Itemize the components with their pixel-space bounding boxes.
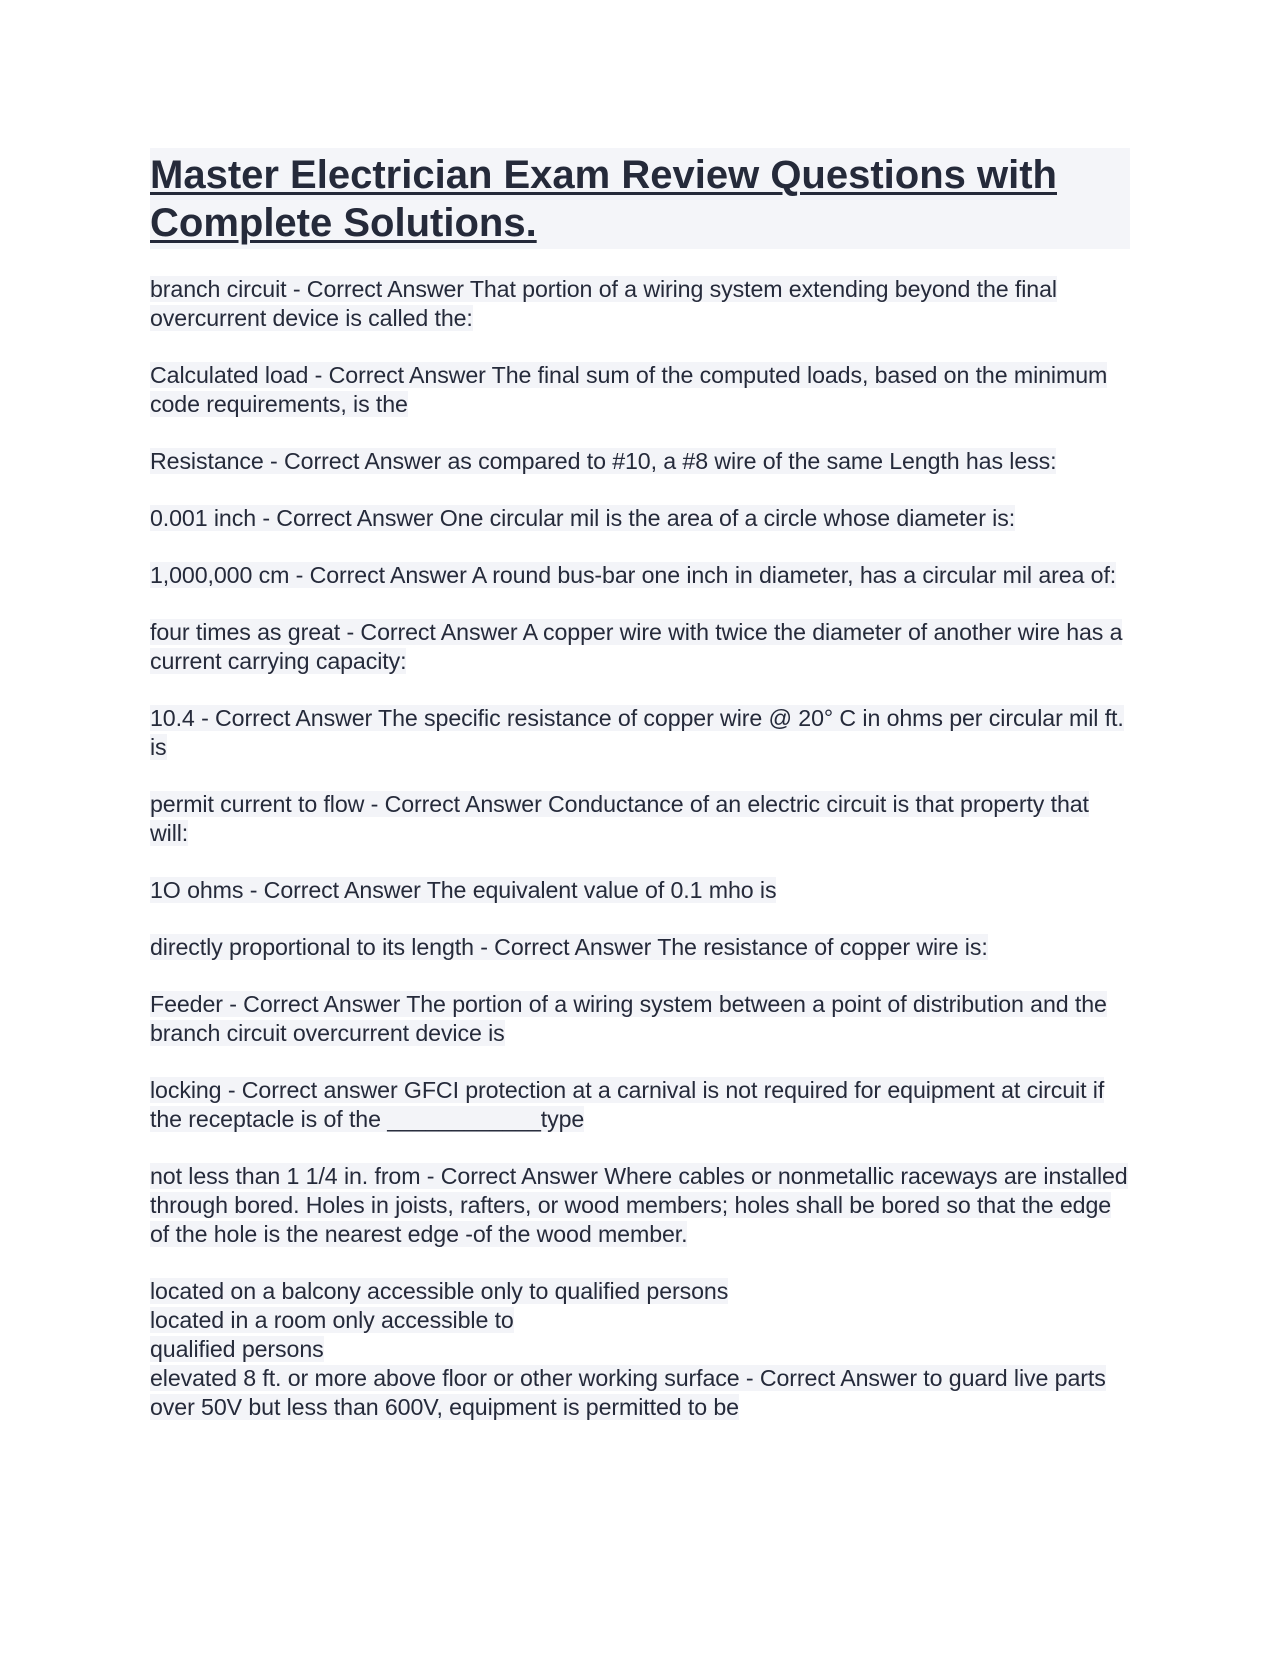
qa-entry-line [150,1306,1130,1335]
qa-entry-guard-live-parts [150,1277,1130,1422]
qa-entry-text: four times as great - Correct Answer A copper wire with twice the diameter of another wire has a current carrying capacity: [150,619,1123,674]
qa-entry-feeder [150,990,1130,1048]
qa-entry-line [150,1364,1130,1422]
qa-entry-mho [150,876,1130,905]
qa-entry-line-text: located in a room only accessible to [150,1307,514,1333]
qa-entry-line [150,1335,1130,1364]
qa-entry-text: Resistance - Correct Answer as compared to #10, a #8 wire of the same Length has less: [150,448,1057,474]
qa-entry-line-text: located on a balcony accessible only to qualified persons [150,1278,729,1304]
qa-entry-text: Calculated load - Correct Answer The final sum of the computed loads, based on the minimum code requirements, is the [150,362,1108,417]
qa-entry-text: directly proportional to its length - Correct Answer The resistance of copper wire is: [150,934,988,960]
document-page [150,148,1130,1450]
qa-entry-calculated-load [150,361,1130,419]
qa-entry-gfci-locking [150,1076,1130,1134]
qa-entry-specific-resistance [150,704,1130,762]
qa-entry-text: 10.4 - Correct Answer The specific resistance of copper wire @ 20° C in ohms per circular mil ft. is [150,705,1124,760]
qa-entry-resistance [150,447,1130,476]
qa-entry-bored-holes [150,1162,1130,1249]
qa-entry-text: 1,000,000 cm - Correct Answer A round bus-bar one inch in diameter, has a circular mil area of: [150,562,1117,588]
qa-entry-text: branch circuit - Correct Answer That portion of a wiring system extending beyond the final overcurrent device is called the: [150,276,1057,331]
qa-entry-text: locking - Correct answer GFCI protection at a carnival is not required for equipment at circuit if the receptacle is of the ____________type [150,1077,1105,1132]
qa-entry-line-text: qualified persons [150,1336,324,1362]
qa-entry-conductance [150,790,1130,848]
qa-entry-text: permit current to flow - Correct Answer Conductance of an electric circuit is that property that will: [150,791,1089,846]
qa-entry-copper-resistance [150,933,1130,962]
document-title: Master Electrician Exam Review Questions with Complete Solutions. [150,148,1130,249]
qa-entry-circular-mil [150,504,1130,533]
qa-entry-text: Feeder - Correct Answer The portion of a wiring system between a point of distribution and the branch circuit overcurrent device is [150,991,1107,1046]
qa-entry-bus-bar [150,561,1130,590]
qa-entry-text: not less than 1 1/4 in. from - Correct Answer Where cables or nonmetallic raceways are installed through bored. Holes in joists, rafters, or wood members; holes shall be bored so that the edge of the hole is the nearest edge -of the wood member. [150,1163,1128,1247]
qa-entry-line [150,1277,1130,1306]
qa-entry-branch-circuit [150,275,1130,333]
qa-entry-line-text: elevated 8 ft. or more above floor or other working surface - Correct Answer to guard live parts over 50V but less than 600V, equipment is permitted to be [150,1365,1106,1420]
qa-entry-text: 0.001 inch - Correct Answer One circular mil is the area of a circle whose diameter is: [150,505,1016,531]
qa-entry-copper-capacity [150,618,1130,676]
qa-entry-text: 1O ohms - Correct Answer The equivalent value of 0.1 mho is [150,877,777,903]
